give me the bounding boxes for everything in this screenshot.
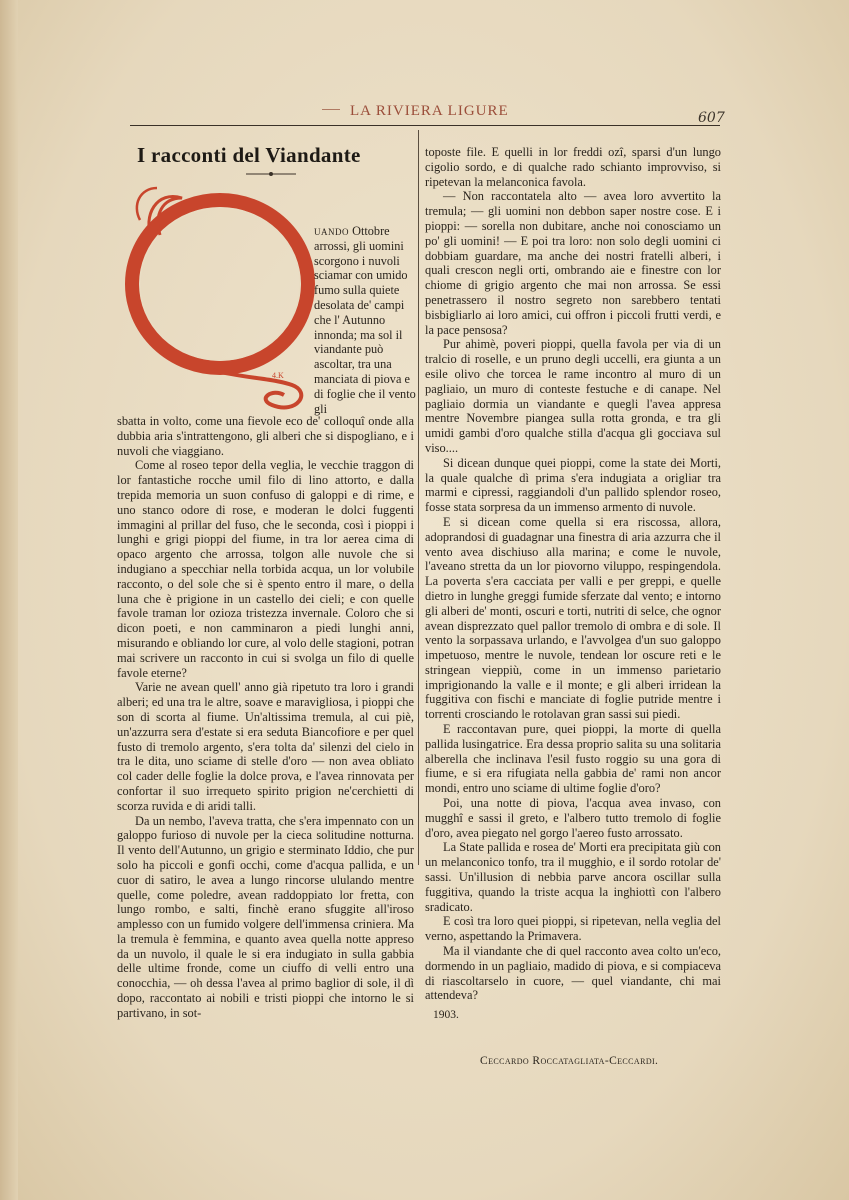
article-title: I racconti del Viandante (137, 143, 361, 167)
paragraph: Da un nembo, l'aveva tratta, che s'era impennato con un galoppo furioso di nuvole per la cieca solitudine notturna. Il vento dell'Autunno, un grigio e sterminato Iddio, che pur solo ha piccoli e gonfi occhi, come d'acqua pallida, e un cuor di satiro, le avea a lungo rincorse ululando mentre quelle, come poledre, avean raddoppiato lor fretta, con lungo rombo, e salti, finchè erano sfuggite all'iroso amplesso con un fumido volgere dell'immensa criniera. Ma la tremula è femmina, e quanto avea quella notte appreso da un nuvolo, il quale le si era indugiato in sulla gabbia delle ultime fronde, come un ciuffo di velli entro una conocchia, — oh dessa l'avea al primo baglior di sole, il dì dopo, raccontato ai nobili e tristi pioppi che intorno le si partivano, in sot- (117, 813, 414, 1020)
page-number: 607 (698, 110, 725, 126)
paragraph: toposte file. E quelli in lor freddi ozî, sparsi d'un lungo cigolio sordo, e di qualche rado schianto improvviso, si ripetevan la melanconica favola. (425, 145, 721, 189)
decorated-initial-q (122, 180, 322, 420)
paragraph: Si dicean dunque quei pioppi, come la state dei Morti, la quale qualche dì prima s'era indugiata a origliar tra marmi e cipressi, raggiandoli d'un pallido splendor roseo, fosse stata sorpresa da un immenso armento di nuvole. (425, 455, 721, 515)
paragraph: Come al roseo tepor della veglia, le vecchie traggon di lor fantastiche rocche umil filo di lino attorto, e dalla trepida memoria un suon confuso di galoppi e di rime, e uno stanco odore di rose, e moderan le dolci fuggenti immagini al prillar del fuso, che le seconda, così i pioppi i lunghi e grigi pioppi del fiume, in tra lor aerea cima di opaco argento che arrossa, tolgon alle nuvole che si indugiano a specchiar nella torbida acqua, un lor volubile racconto, o del sole che si è spento entro il mare, o della luna che è prigione in un castello dei cieli; e con quelle favole traman lor ozioza tristezza invernale. Coloro che si dicon poeti, e non camminaron a piedi lunghi anni, misurando e obliando lor cure, al volo delle stagioni, potran mai scrivere un racconto in cui si svolga un filo di quelle favole eterne? (117, 458, 414, 680)
header-rule (130, 125, 720, 126)
article-date: 1903. (433, 1009, 459, 1022)
intro-caps: uando (314, 224, 349, 238)
author-signature: Ceccardo Roccatagliata-Ceccardi. (480, 1055, 659, 1067)
column-divider (418, 130, 419, 865)
paragraph: La State pallida e rosea de' Morti era precipitata giù con un melanconico tonfo, tra il mugghio, e il sordo rotolar de' sassi. Un'illusion di nebbia parve ancora oscillar sulla fuggitiva, quando la triste acqua la inghiottì con l'albero sradicato. (425, 840, 721, 914)
paragraph: Pur ahimè, poveri pioppi, quella favola per via di un tralcio di roselle, e un pruno degli uccelli, era giunta a un esile olivo che torcea le rame incontro al muro di un pagliaio, un muro di conteste festuche e di canape. Nel pagliaio dormia un viandante e quegli l'avea appresa mentre Novembre piangea sulla rotta gronda, e tra gli umidi gambi d'oro qualche stilla d'acqua gli gocciava sul viso.... (425, 337, 721, 455)
intro-text (314, 224, 416, 416)
paragraph: Ma il viandante che di quel racconto avea colto un'eco, dormendo in un pagliaio, madido di piova, e si compiaceva di riascoltarselo in cuore, — quel viandante, chi mai attendeva? (425, 944, 721, 1003)
paragraph: E si dicean come quella si era riscossa, allora, adoprandosi di guadagnar una finestra di aria azzurra che il vento avea dischiuso alla marina; e come le nuvole, l'aveano stretta da un lor piovorno viluppo, respingendola. La poverta s'era cacciata per valli e per greppi, e quelle dietro in lunghe greggi fumide sferzate dal vento; e intorno gli alberi de' monti, oscuri e torti, nutriti di selce, che ognor avean disprezzato quel pallor tremolo di ombra e di sole. Il vento la sorpassava urlando, e l'avvolgea d'un suo galoppo impetuoso, mentre le nuvole, tendean lor oscure reti e le stringean vieppiù, come in un immenso parietario imprigionando la valle e il monte; e gli alberi irridean la fuggitiva con fischi e manciate di foglie putride mentre i torrenti crosciando le rotolavan gran sassi sui piedi. (425, 514, 721, 722)
initial-monogram: 4.K (272, 371, 284, 380)
page-binding-edge (0, 0, 18, 1200)
right-column (425, 145, 721, 1023)
title-ornament-icon (246, 171, 296, 177)
paragraph: Poi, una notte di piova, l'acqua avea invaso, con mugghî e sassi il greto, e l'albero tutto tremolo di foglie d'oro, avea piegato nel gorgo l'aereo fusto arrossato. (425, 796, 721, 840)
paragraph: E raccontavan pure, quei pioppi, la morte di quella pallida lusingatrice. Era dessa proprio salita su una solitaria alberella che inclinava l'esil fusto roggio su una gora di fiume, e si era rifugiata nella gabbia de' rami non ancor mondi, entro uno sciame di ultime foglie d'oro? (425, 722, 721, 796)
left-column (117, 414, 414, 1021)
paragraph: — Non raccontatela alto — avea loro avvertito la tremula; — gli uomini non debbon saper nostre cose. E i pioppi: — sorella non dubitare, anche noi conosciamo un po' gli uomini! — E poi tra loro: non solo degli uomini ci dobbiam guardare, ma anche dei nostri fratelli alberi, i quali crescon negli orti, ombrando aie e finestre con lor chiome di grigio argento che mai non arrossa. Se essi penetrassero il nostro segreto non sarebbero tentati bisbigliarlo ai loro amici, cui offron i piccoli frutti verdi, e la pace pensosa? (425, 189, 721, 337)
header-dash (322, 109, 340, 110)
intro-body: Ottobre arrossi, gli uomini scorgono i nuvoli sciamar con umido fumo sulla quiete desolata de' campi che l' Autunno innonda; ma sol il viandante può ascoltar, tra una manciata di piova e di foglie che il vento gli (314, 224, 416, 416)
paragraph: Varie ne avean quell' anno già ripetuto tra loro i grandi alberi; ed una tra le altre, soave e maravigliosa, i pioppi che son di scorta al fiume. Un'altissima tremula, al cui piè, un'azzurra sera d'estate si era seduta Biancofiore e per quel fusto di tremolo argento, s'era tolta da' silenzi del cielo in tra le dita, uno sciame di stelle d'oro — non avea obliato col cader delle foglie la dolce prova, e l'avea rinnovata per confortar il suo irrequeto spirito prigion ne'cerchietti di scorza ruvida e di aridi talli. (117, 680, 414, 813)
journal-title: LA RIVIERA LIGURE (350, 103, 509, 119)
paragraph: E così tra loro quei pioppi, si ripetevan, nella veglia del verno, aspettando la Primavera. (425, 914, 721, 944)
paragraph: sbatta in volto, come una fievole eco de' colloquî onde alla dubbia aria s'intrattengono, gli alberi che si dispogliano, e i nuvoli che viaggiano. (117, 414, 414, 458)
